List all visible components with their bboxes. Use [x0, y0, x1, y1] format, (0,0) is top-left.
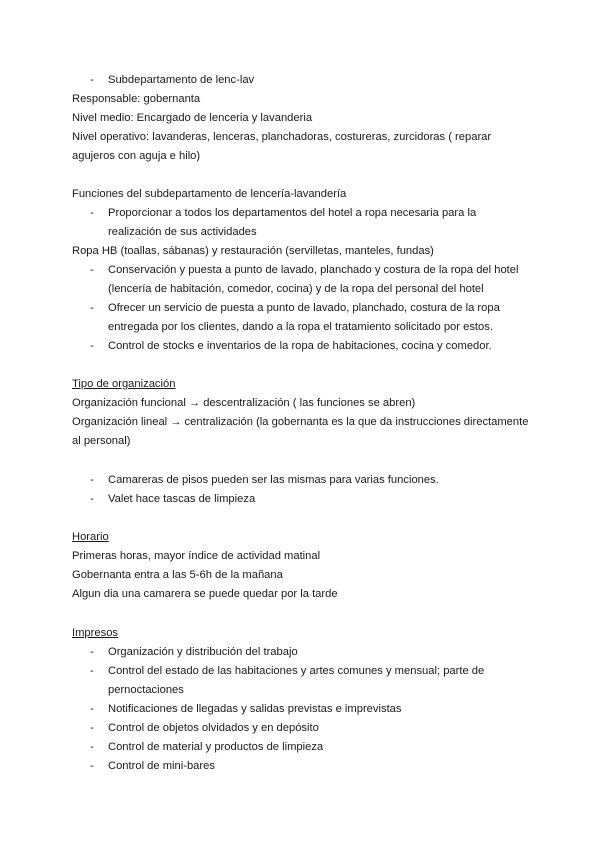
text-line: Gobernanta entra a las 5-6h de la mañana — [72, 569, 283, 581]
list-item: Control del estado de las habitaciones y artes comunes y mensual; parte de — [108, 665, 485, 677]
bullet-dash: - — [90, 264, 94, 276]
list-item: Control de objetos olvidados y en depósito — [108, 722, 319, 734]
list-item-continuation: pernoctaciones — [108, 684, 184, 696]
list-item: Control de material y productos de limpieza — [108, 741, 324, 753]
bullet-dash: - — [90, 207, 94, 219]
text-line: Nivel operativo: lavanderas, lenceras, planchadoras, costureras, zurcidoras ( reparar — [72, 131, 492, 143]
text-line: Responsable: gobernanta — [72, 93, 201, 105]
list-item: Organización y distribución del trabajo — [108, 646, 298, 658]
bullet-dash: - — [90, 760, 94, 772]
bullet-dash: - — [90, 493, 94, 505]
list-item: Control de stocks e inventarios de la ropa de habitaciones, cocina y comedor. — [108, 340, 492, 352]
bullet-dash: - — [90, 646, 94, 658]
bullet-dash: - — [90, 703, 94, 715]
text-line: Nivel medio: Encargado de lenceria y lavanderia — [72, 112, 313, 124]
text-line: Organización funcional → descentralización ( las funciones se abren) — [72, 397, 416, 409]
list-item: Ofrecer un servicio de puesta a punto de lavado, planchado, costura de la ropa — [108, 302, 500, 314]
bullet-dash: - — [90, 302, 94, 314]
list-item: Camareras de pisos pueden ser las mismas para varias funciones. — [108, 474, 439, 486]
section-heading: Horario — [72, 531, 109, 543]
list-item: Conservación y puesta a punto de lavado, planchado y costura de la ropa del hotel — [108, 264, 519, 276]
text-line: Ropa HB (toallas, sábanas) y restauración (servilletas, manteles, fundas) — [72, 245, 434, 257]
list-item-continuation: realización de sus actividades — [108, 226, 257, 238]
bullet-dash: - — [90, 340, 94, 352]
bullet-dash: - — [90, 474, 94, 486]
list-item-continuation: entregada por los clientes, dando a la ropa el tratamiento solicitado por estos. — [108, 321, 493, 333]
text-line: Organización lineal → centralización (la gobernanta es la que da instrucciones directamente — [72, 416, 529, 428]
bullet-dash: - — [90, 665, 94, 677]
section-title: Funciones del subdepartamento de lencería-lavandería — [72, 188, 347, 200]
text-line: al personal) — [72, 435, 131, 447]
bullet-dash: - — [90, 722, 94, 734]
list-item: Subdepartamento de lenc-lav — [108, 74, 255, 86]
section-heading: Tipo de organización — [72, 378, 176, 390]
list-item-continuation: (lencería de habitación, comedor, cocina) y de la ropa del personal del hotel — [108, 283, 484, 295]
list-item: Valet hace tascas de limpieza — [108, 493, 256, 505]
bullet-dash: - — [90, 74, 94, 86]
text-line: Primeras horas, mayor índice de actividad matinal — [72, 550, 321, 562]
list-item: Control de mini-bares — [108, 760, 215, 772]
section-heading: Impresos — [72, 627, 119, 639]
bullet-dash: - — [90, 741, 94, 753]
list-item: Notificaciones de llegadas y salidas previstas e imprevistas — [108, 703, 402, 715]
list-item: Proporcionar a todos los departamentos del hotel a ropa necesaria para la — [108, 207, 477, 219]
text-line: agujeros con aguja e hilo) — [72, 150, 201, 162]
text-line: Algun dia una camarera se puede quedar por la tarde — [72, 588, 338, 600]
